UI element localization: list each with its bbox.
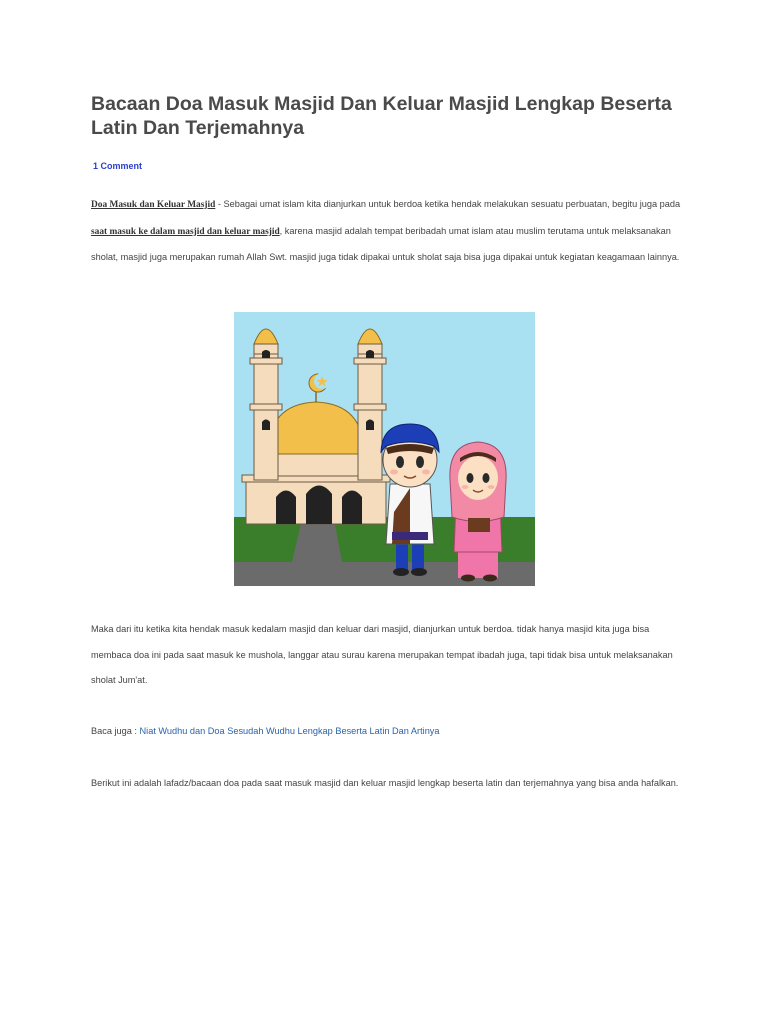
arch-right: [342, 491, 362, 525]
arch-center: [306, 486, 332, 525]
intro-paragraph: [91, 192, 681, 271]
paragraph-berdoa: Maka dari itu ketika kita hendak masuk kedalam masjid dan keluar dari masjid, dianjurkan untuk berdoa. tidak hanya masjid kita juga bisa membaca doa ini pada saat masuk ke mushola, langgar atau surau karena merupakan tempat ibadah juga, tapi tidak bisa untuk melaksanakan sholat Jum'at.: [91, 624, 673, 685]
left-minaret: [250, 329, 282, 480]
girl-character: [450, 442, 506, 582]
keyword-saat-masuk: saat masuk ke dalam masjid dan keluar masjid: [91, 226, 280, 237]
paragraph-lafadz: Berikut ini adalah lafadz/bacaan doa pada saat masuk masjid dan keluar masjid lengkap beserta latin dan terjemahnya yang bisa anda hafalkan.: [91, 778, 679, 788]
intro-text-2: , karena masjid adalah tempat beribadah umat islam atau muslim terutama untuk melaksanakan sholat, masjid juga merupakan rumah Allah Swt. masjid juga tidak dipakai untuk sholat saja bisa juga dipakai untuk kegiatan keagamaan lainnya.: [91, 225, 680, 262]
related-prefix: Baca juga :: [91, 726, 140, 736]
related-post-link[interactable]: Niat Wudhu dan Doa Sesudah Wudhu Lengkap Beserta Latin Dan Artinya: [139, 726, 440, 736]
page-title: Bacaan Doa Masuk Masjid Dan Keluar Masjid Lengkap Beserta Latin Dan Terjemahnya: [91, 93, 672, 139]
right-minaret: [354, 329, 386, 480]
keyword-doa-masuk-keluar: Doa Masuk dan Keluar Masjid: [91, 200, 216, 210]
intro-text-1: - Sebagai umat islam kita dianjurkan untuk berdoa ketika hendak melakukan sesuatu perbuatan, begitu juga pada: [215, 199, 681, 209]
related-post: [91, 719, 681, 745]
comments-link[interactable]: 1 Comment: [93, 161, 143, 171]
mosque-children-illustration: [234, 312, 535, 586]
arch-left: [276, 491, 296, 525]
